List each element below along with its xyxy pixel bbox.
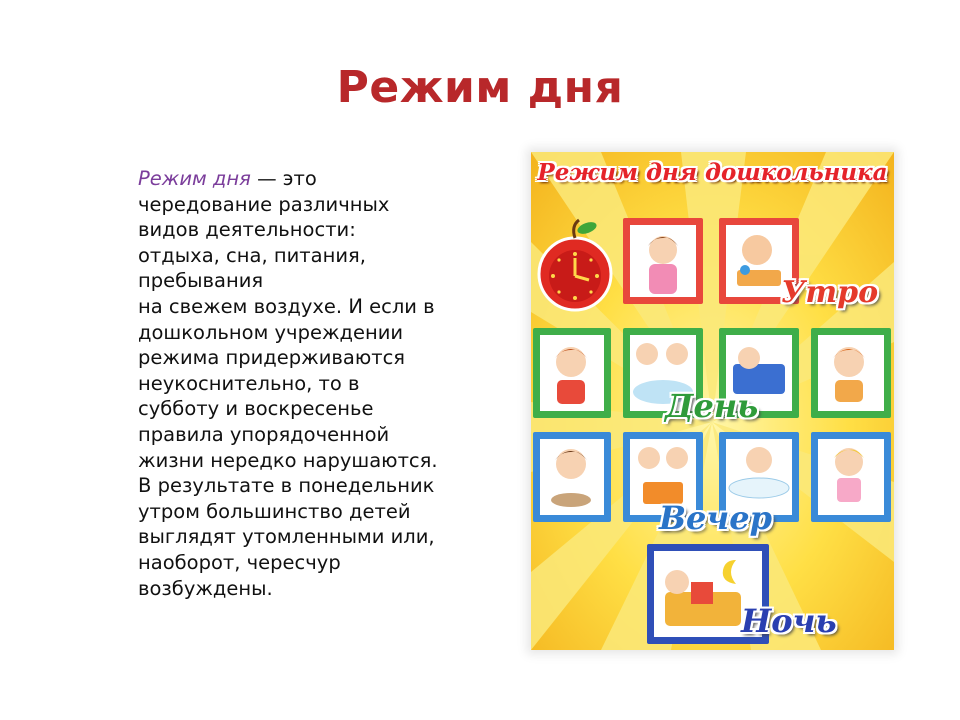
- text-line: видов деятельности:: [138, 218, 356, 242]
- label-morning: Утро: [781, 275, 879, 310]
- text-line: режима придерживаются: [138, 346, 406, 370]
- term-highlight: Режим дня: [138, 167, 251, 190]
- text-line: правила упорядоченной: [138, 422, 390, 446]
- text-line: на свежем воздухе. И если в: [138, 294, 435, 318]
- poster-title: Режим дня дошкольника: [537, 159, 888, 186]
- text-line: наоборот, чересчур: [138, 550, 341, 574]
- text-line: чередование различных: [138, 192, 390, 216]
- slide-title: Режим дня: [336, 62, 624, 113]
- text-line: жизни нередко нарушаются.: [138, 448, 438, 472]
- text-line: возбуждены.: [138, 576, 273, 600]
- label-day: День: [665, 387, 759, 425]
- label-evening: Вечер: [659, 499, 773, 537]
- text-line: дошкольном учреждении: [138, 320, 404, 344]
- body-text: [138, 166, 488, 601]
- daily-routine-poster: [531, 152, 894, 650]
- label-night: Ночь: [741, 602, 837, 640]
- text-line: субботу и воскресенье: [138, 397, 374, 421]
- text-line: неукоснительно, то в: [138, 371, 360, 395]
- text-line: пребывания: [138, 269, 264, 293]
- text-line: Режим дня — это: [138, 167, 317, 190]
- text-line: утром большинство детей: [138, 499, 411, 523]
- text-line: выглядят утомленными или,: [138, 525, 435, 549]
- text-line: В результате в понедельник: [138, 474, 435, 498]
- text-line: отдыха, сна, питания,: [138, 243, 366, 267]
